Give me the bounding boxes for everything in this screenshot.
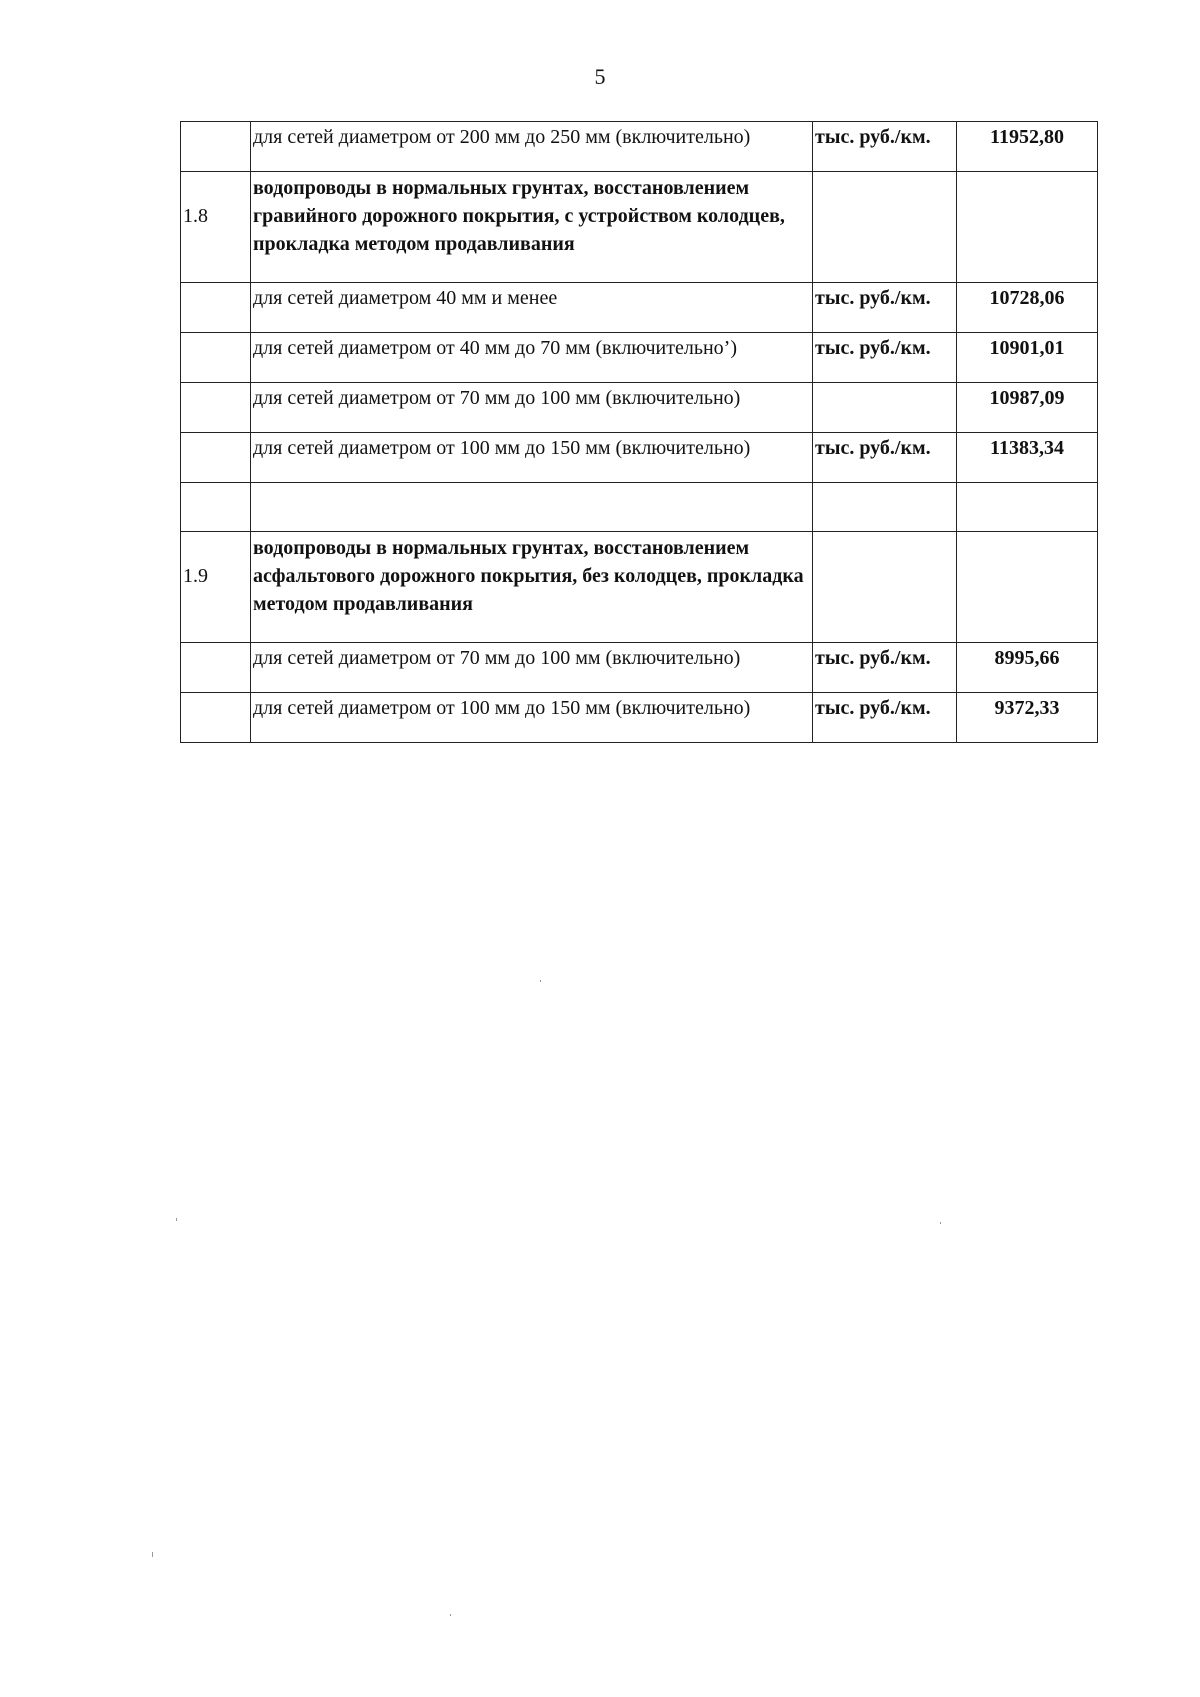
scan-speck bbox=[450, 1614, 451, 1616]
unit-cell bbox=[813, 483, 957, 532]
row-number-cell bbox=[181, 122, 251, 172]
table-row bbox=[181, 333, 1098, 383]
section-number-cell: 1.8 bbox=[181, 172, 251, 283]
value-cell: 11952,80 bbox=[957, 122, 1098, 172]
unit-cell bbox=[813, 383, 957, 433]
description-cell: для сетей диаметром 40 мм и менее bbox=[251, 283, 813, 333]
scan-speck bbox=[152, 1552, 153, 1557]
value-cell: 11383,34 bbox=[957, 433, 1098, 483]
scan-speck bbox=[940, 1222, 941, 1224]
row-number-cell bbox=[181, 693, 251, 743]
table-row bbox=[181, 383, 1098, 433]
tariff-table bbox=[180, 121, 1098, 743]
table-row bbox=[181, 283, 1098, 333]
unit-cell: тыс. руб./км. bbox=[813, 433, 957, 483]
value-cell: 8995,66 bbox=[957, 643, 1098, 693]
value-cell: 9372,33 bbox=[957, 693, 1098, 743]
section-header-row bbox=[181, 172, 1098, 283]
value-cell bbox=[957, 532, 1098, 643]
row-number-cell bbox=[181, 643, 251, 693]
row-number-cell bbox=[181, 383, 251, 433]
value-cell bbox=[957, 483, 1098, 532]
section-title-cell: водопроводы в нормальных грунтах, восстановлением асфальтового дорожного покрытия, без колодцев, прокладка методом продавливания bbox=[251, 532, 813, 643]
unit-cell: тыс. руб./км. bbox=[813, 333, 957, 383]
unit-cell: тыс. руб./км. bbox=[813, 643, 957, 693]
empty-row bbox=[181, 483, 1098, 532]
value-cell: 10728,06 bbox=[957, 283, 1098, 333]
description-cell: для сетей диаметром от 200 мм до 250 мм (включительно) bbox=[251, 122, 813, 172]
description-cell: для сетей диаметром от 70 мм до 100 мм (включительно) bbox=[251, 383, 813, 433]
unit-cell: тыс. руб./км. bbox=[813, 122, 957, 172]
unit-cell bbox=[813, 532, 957, 643]
description-cell: для сетей диаметром от 40 мм до 70 мм (включительно’) bbox=[251, 333, 813, 383]
value-cell bbox=[957, 172, 1098, 283]
scan-speck bbox=[176, 1218, 177, 1221]
section-header-row bbox=[181, 532, 1098, 643]
row-number-cell bbox=[181, 283, 251, 333]
table-row bbox=[181, 122, 1098, 172]
page-number: 5 bbox=[594, 64, 606, 89]
row-number-cell bbox=[181, 483, 251, 532]
description-cell: для сетей диаметром от 100 мм до 150 мм (включительно) bbox=[251, 693, 813, 743]
tariff-table-body bbox=[181, 122, 1098, 743]
description-cell bbox=[251, 483, 813, 532]
value-cell: 10987,09 bbox=[957, 383, 1098, 433]
value-cell: 10901,01 bbox=[957, 333, 1098, 383]
table-row bbox=[181, 643, 1098, 693]
section-title-cell: водопроводы в нормальных грунтах, восстановлением гравийного дорожного покрытия, с устройством колодцев, прокладка методом продавливания bbox=[251, 172, 813, 283]
section-number-cell: 1.9 bbox=[181, 532, 251, 643]
scan-speck bbox=[540, 980, 541, 982]
unit-cell bbox=[813, 172, 957, 283]
table-row bbox=[181, 693, 1098, 743]
description-cell: для сетей диаметром от 100 мм до 150 мм (включительно) bbox=[251, 433, 813, 483]
table-row bbox=[181, 433, 1098, 483]
unit-cell: тыс. руб./км. bbox=[813, 283, 957, 333]
description-cell: для сетей диаметром от 70 мм до 100 мм (включительно) bbox=[251, 643, 813, 693]
row-number-cell bbox=[181, 333, 251, 383]
row-number-cell bbox=[181, 433, 251, 483]
unit-cell: тыс. руб./км. bbox=[813, 693, 957, 743]
